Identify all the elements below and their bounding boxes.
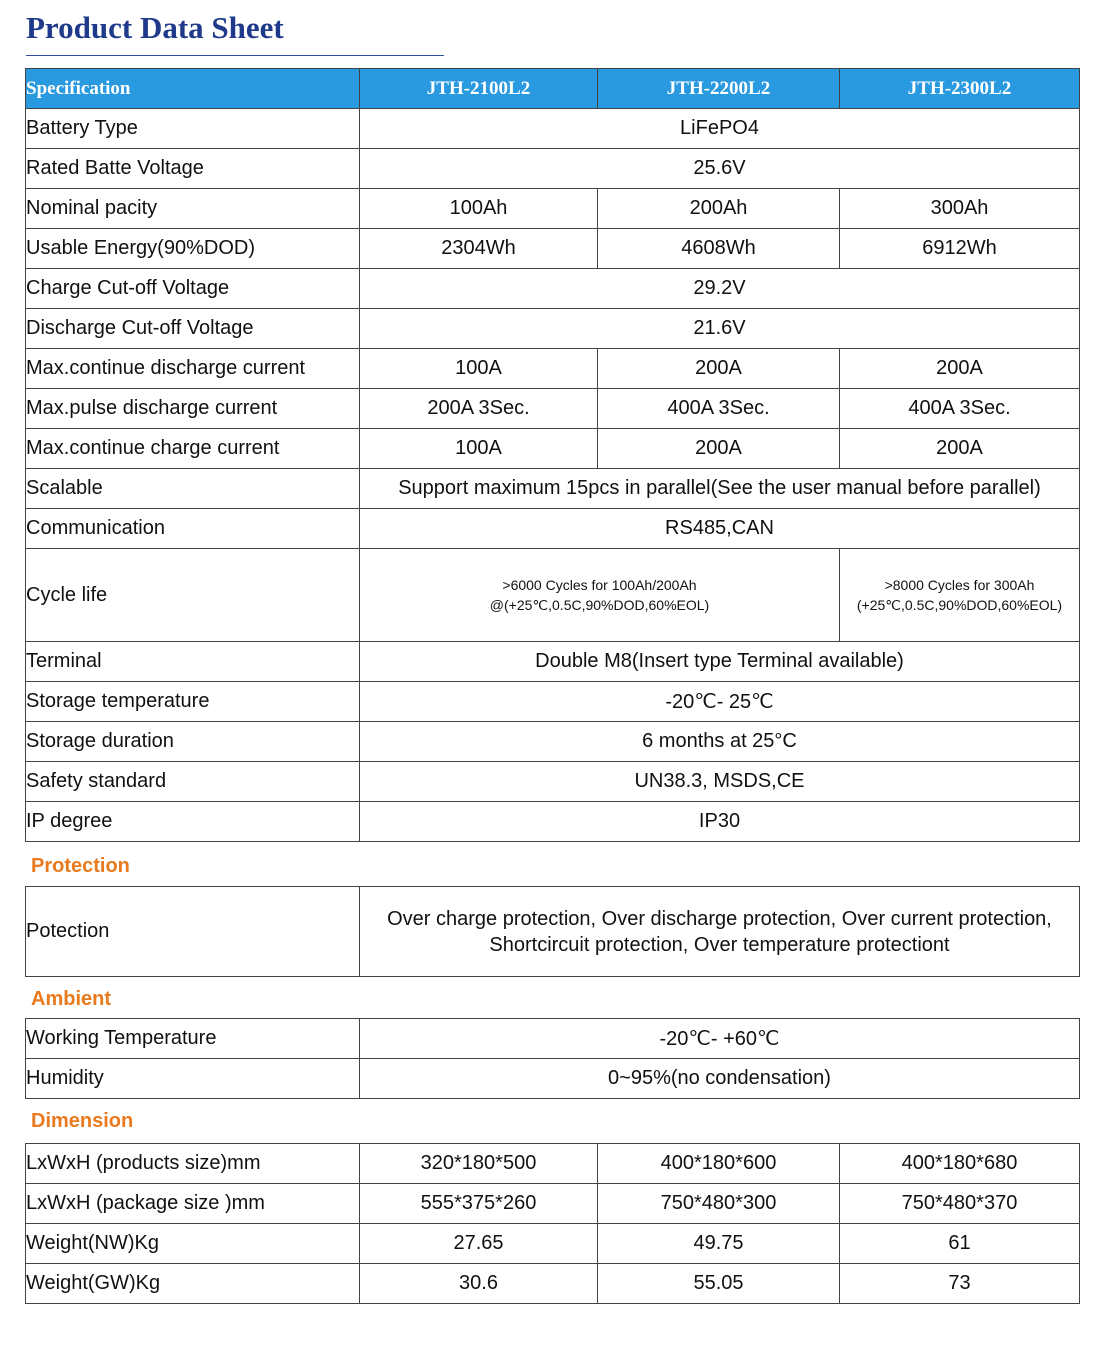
page-title: Product Data Sheet xyxy=(26,10,284,45)
cycle-life-value-b xyxy=(840,549,1080,642)
row-value: 200A xyxy=(840,429,1080,469)
row-value: 73 xyxy=(840,1264,1080,1304)
row-label: Weight(NW)Kg xyxy=(26,1224,360,1264)
table-row xyxy=(26,1264,1080,1304)
row-value: 400*180*680 xyxy=(840,1144,1080,1184)
row-value: 4608Wh xyxy=(598,229,840,269)
table-row xyxy=(26,802,1080,842)
table-row xyxy=(26,469,1080,509)
table-header-row xyxy=(26,69,1080,109)
row-label: Cycle life xyxy=(26,549,360,642)
protection-table xyxy=(25,886,1080,977)
row-value: 200A xyxy=(840,349,1080,389)
table-row xyxy=(26,229,1080,269)
row-label: Potection xyxy=(26,887,360,977)
row-label: Battery Type xyxy=(26,109,360,149)
cycle-life-value-a xyxy=(360,549,840,642)
section-heading-ambient: Ambient xyxy=(31,988,111,1010)
dimension-table xyxy=(25,1143,1080,1304)
table-row xyxy=(26,549,1080,642)
row-value: 6912Wh xyxy=(840,229,1080,269)
specification-table xyxy=(25,68,1080,842)
row-label: Safety standard xyxy=(26,762,360,802)
header-model-2: JTH-2200L2 xyxy=(598,69,840,109)
row-label: Working Temperature xyxy=(26,1019,360,1059)
table-row xyxy=(26,722,1080,762)
table-row xyxy=(26,1144,1080,1184)
header-model-1: JTH-2100L2 xyxy=(360,69,598,109)
row-value: 100Ah xyxy=(360,189,598,229)
row-value: 750*480*370 xyxy=(840,1184,1080,1224)
table-row xyxy=(26,149,1080,189)
row-label: Usable Energy(90%DOD) xyxy=(26,229,360,269)
table-row xyxy=(26,429,1080,469)
header-specification: Specification xyxy=(26,69,360,109)
ambient-table xyxy=(25,1018,1080,1099)
row-value: 200Ah xyxy=(598,189,840,229)
row-label: LxWxH (products size)mm xyxy=(26,1144,360,1184)
table-row xyxy=(26,1059,1080,1099)
row-value: 555*375*260 xyxy=(360,1184,598,1224)
cycle-life-a-line1: >6000 Cycles for 100Ah/200Ah xyxy=(502,577,697,593)
header-model-3: JTH-2300L2 xyxy=(840,69,1080,109)
row-value: 750*480*300 xyxy=(598,1184,840,1224)
row-label: IP degree xyxy=(26,802,360,842)
row-label: Humidity xyxy=(26,1059,360,1099)
cycle-life-b-line1: >8000 Cycles for 300Ah xyxy=(884,577,1035,593)
row-label: Max.pulse discharge current xyxy=(26,389,360,429)
section-heading-dimension: Dimension xyxy=(31,1110,134,1132)
row-value: 2304Wh xyxy=(360,229,598,269)
row-value: -20℃- +60℃ xyxy=(360,1019,1080,1059)
row-label: LxWxH (package size )mm xyxy=(26,1184,360,1224)
row-label: Nominal pacity xyxy=(26,189,360,229)
row-value: 55.05 xyxy=(598,1264,840,1304)
table-row xyxy=(26,509,1080,549)
section-heading-protection: Protection xyxy=(31,855,130,877)
row-value: 100A xyxy=(360,429,598,469)
row-value: 6 months at 25°C xyxy=(360,722,1080,762)
row-label: Terminal xyxy=(26,642,360,682)
row-value: 29.2V xyxy=(360,269,1080,309)
row-value: 25.6V xyxy=(360,149,1080,189)
row-value: 200A xyxy=(598,349,840,389)
table-row xyxy=(26,1184,1080,1224)
protection-value xyxy=(360,887,1080,977)
row-value: 200A xyxy=(598,429,840,469)
row-label: Discharge Cut-off Voltage xyxy=(26,309,360,349)
row-value: 400A 3Sec. xyxy=(840,389,1080,429)
row-value: 27.65 xyxy=(360,1224,598,1264)
row-value: 300Ah xyxy=(840,189,1080,229)
row-value: 100A xyxy=(360,349,598,389)
row-label: Weight(GW)Kg xyxy=(26,1264,360,1304)
row-value: LiFePO4 xyxy=(360,109,1080,149)
row-value: Support maximum 15pcs in parallel(See the user manual before parallel) xyxy=(360,469,1080,509)
cycle-life-a-line2: @(+25℃,0.5C,90%DOD,60%EOL) xyxy=(489,597,710,613)
row-value: 0~95%(no condensation) xyxy=(360,1059,1080,1099)
row-value: Double M8(Insert type Terminal available) xyxy=(360,642,1080,682)
row-value: IP30 xyxy=(360,802,1080,842)
protection-line1: Over charge protection, Over discharge protection, Over current protection, xyxy=(387,907,1052,930)
table-row xyxy=(26,309,1080,349)
row-value: 200A 3Sec. xyxy=(360,389,598,429)
table-row xyxy=(26,1224,1080,1264)
row-value: 400*180*600 xyxy=(598,1144,840,1184)
table-row xyxy=(26,349,1080,389)
row-value: -20℃- 25℃ xyxy=(360,682,1080,722)
table-row xyxy=(26,189,1080,229)
table-row xyxy=(26,1019,1080,1059)
row-value: 400A 3Sec. xyxy=(598,389,840,429)
row-value: RS485,CAN xyxy=(360,509,1080,549)
title-underline xyxy=(26,55,444,56)
protection-line2: Shortcircuit protection, Over temperature protectiont xyxy=(489,933,950,956)
cycle-life-b-line2: (+25℃,0.5C,90%DOD,60%EOL) xyxy=(856,597,1063,613)
table-row xyxy=(26,109,1080,149)
row-value: UN38.3, MSDS,CE xyxy=(360,762,1080,802)
row-value: 49.75 xyxy=(598,1224,840,1264)
table-row xyxy=(26,642,1080,682)
row-label: Charge Cut-off Voltage xyxy=(26,269,360,309)
row-value: 30.6 xyxy=(360,1264,598,1304)
row-label: Storage temperature xyxy=(26,682,360,722)
row-label: Storage duration xyxy=(26,722,360,762)
row-label: Rated Batte Voltage xyxy=(26,149,360,189)
row-label: Communication xyxy=(26,509,360,549)
table-row xyxy=(26,887,1080,977)
row-value: 320*180*500 xyxy=(360,1144,598,1184)
table-row xyxy=(26,389,1080,429)
row-label: Scalable xyxy=(26,469,360,509)
row-value: 61 xyxy=(840,1224,1080,1264)
table-row xyxy=(26,682,1080,722)
table-row xyxy=(26,762,1080,802)
row-label: Max.continue charge current xyxy=(26,429,360,469)
table-row xyxy=(26,269,1080,309)
row-value: 21.6V xyxy=(360,309,1080,349)
row-label: Max.continue discharge current xyxy=(26,349,360,389)
